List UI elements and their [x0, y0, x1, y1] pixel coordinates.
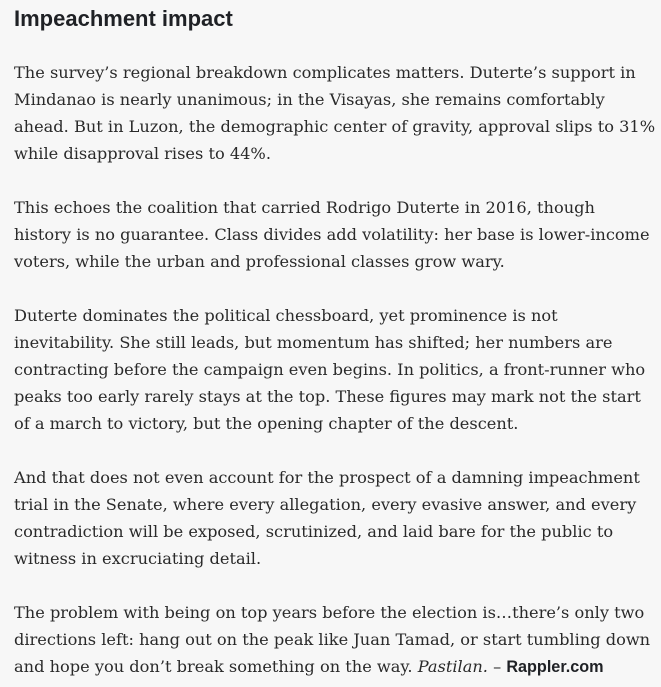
- last-line-text: and hope you don’t break something on the way.: [14, 657, 413, 676]
- paragraph-line: peaks too early rarely stays at the top. These figures may mark not the start: [14, 387, 641, 406]
- paragraph-line: directions left: hang out on the peak like Juan Tamad, or start tumbling down: [14, 630, 651, 649]
- paragraph-line: ahead. But in Luzon, the demographic center of gravity, approval slips to 31%: [14, 117, 656, 136]
- paragraph-line: contradiction will be exposed, scrutinized, and laid bare for the public to: [14, 522, 614, 541]
- paragraph-line: inevitability. She still leads, but momentum has shifted; her numbers are: [14, 333, 613, 352]
- paragraph-last-line: [14, 653, 654, 681]
- paragraph-line: voters, while the urban and professional classes grow wary.: [14, 252, 505, 271]
- paragraph-line: And that does not even account for the prospect of a damning impeachment: [14, 468, 640, 487]
- paragraph-line: history is no guarantee. Class divides add volatility: her base is lower-income: [14, 225, 650, 244]
- paragraph-chessboard: [14, 302, 654, 437]
- italic-exclamation: Pastilan.: [417, 657, 488, 676]
- section-heading: Impeachment impact: [14, 6, 233, 31]
- rappler-signature: Rappler.com: [506, 658, 604, 676]
- paragraph-line: contracting before the campaign even begins. In politics, a front-runner who: [14, 360, 646, 379]
- paragraph-line: The problem with being on top years before the election is…there’s only two: [14, 603, 645, 622]
- paragraph-line: This echoes the coalition that carried Rodrigo Duterte in 2016, though: [14, 198, 595, 217]
- paragraph-line: of a march to victory, but the opening chapter of the descent.: [14, 414, 519, 433]
- paragraph-conclusion: [14, 599, 654, 681]
- paragraph-regional-breakdown: [14, 59, 654, 167]
- em-dash: –: [493, 657, 502, 676]
- paragraph-line: The survey’s regional breakdown complicates matters. Duterte’s support in: [14, 63, 636, 82]
- paragraph-line: witness in excruciating detail.: [14, 549, 262, 568]
- paragraph-line: while disapproval rises to 44%.: [14, 144, 271, 163]
- paragraph-line: Mindanao is nearly unanimous; in the Visayas, she remains comfortably: [14, 90, 605, 109]
- paragraph-coalition: [14, 194, 654, 275]
- paragraph-impeachment-trial: [14, 464, 654, 572]
- paragraph-line: trial in the Senate, where every allegation, every evasive answer, and every: [14, 495, 637, 514]
- paragraph-line: Duterte dominates the political chessboard, yet prominence is not: [14, 306, 558, 325]
